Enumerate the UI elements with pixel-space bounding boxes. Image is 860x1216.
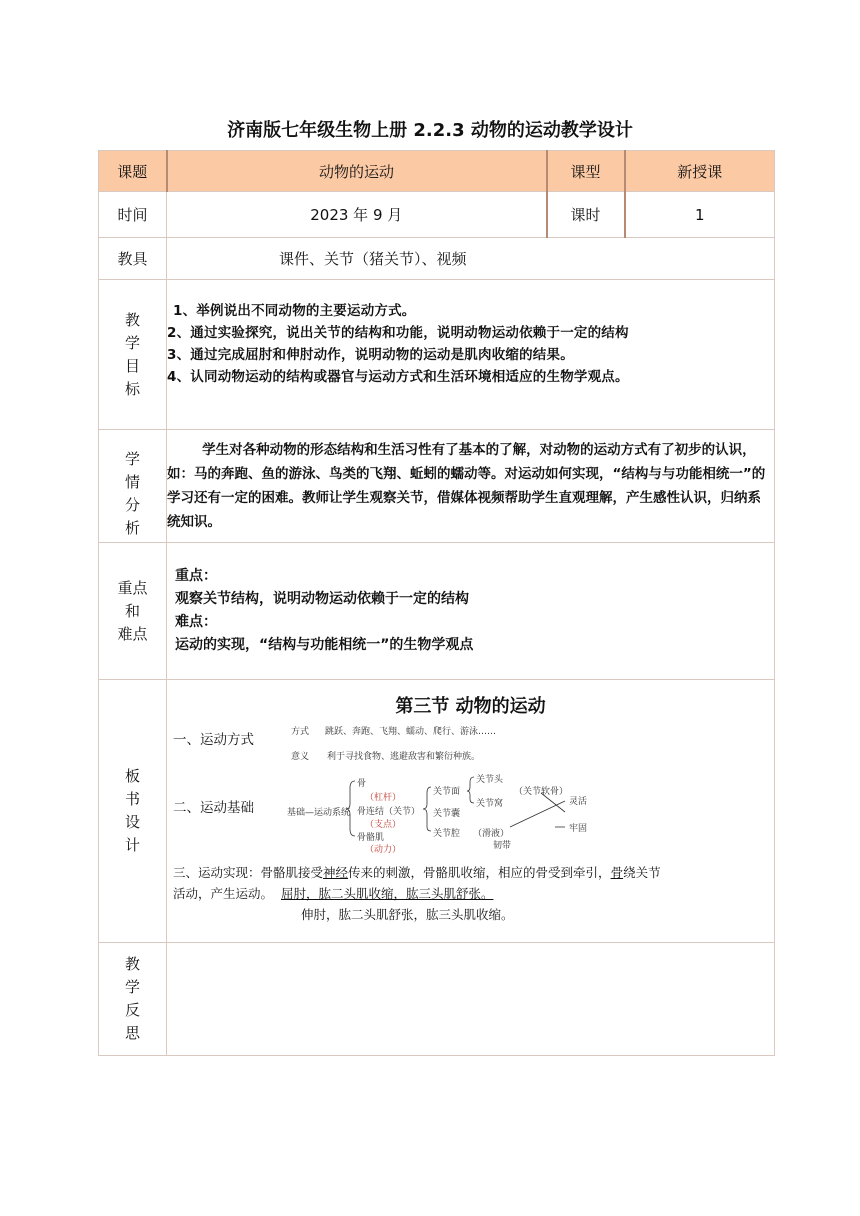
yiyi-key: 意义 — [291, 752, 310, 762]
topic-value: 动物的运动 — [167, 151, 547, 192]
diagram-jienang: 关节囊 — [433, 809, 461, 819]
diagram-muscle-role: （动力） — [365, 845, 402, 855]
row-topic — [99, 151, 775, 192]
type-label: 课型 — [547, 151, 625, 192]
diagram-joint: 骨连结（关节） — [357, 807, 421, 817]
analysis-label: 学 情 分 析 — [99, 430, 167, 543]
diagram-jiewo: 关节窝 — [476, 799, 504, 809]
diagram-root: 基础—运动系统 — [287, 808, 351, 818]
diagram-linghuo: 灵活 — [569, 797, 588, 807]
board-content — [167, 680, 775, 943]
type-value: 新授课 — [625, 151, 775, 192]
goal-item: 1、举例说出不同动物的主要运动方式。 — [173, 303, 416, 319]
diagram-muscle: 骨骼肌 — [357, 833, 385, 843]
row-board — [99, 680, 775, 943]
tools-value: 课件、关节（猪关节）、视频 — [167, 238, 775, 280]
diagram-ruangu: （关节软骨） — [514, 787, 569, 797]
reflection-label: 教 学 反 思 — [99, 943, 167, 1056]
diagram-jieqiang: 关节腔 — [433, 829, 461, 839]
keypoints-content: 重点： 观察关节结构，说明动物运动依赖于一定的结构 难点： 运动的实现，“结构与功能相统一”的生物学观点 — [167, 543, 775, 680]
board-label: 板 书 设 计 — [99, 680, 167, 943]
goals-content — [167, 280, 775, 430]
board-title: 第三节 动物的运动 — [395, 696, 546, 717]
goal-item: 2、通过实验探究，说出关节的结构和功能，说明动物运动依赖于一定的结构 — [167, 325, 629, 341]
board-part2: 二、运动基础 — [173, 800, 254, 816]
lesson-plan-table — [98, 150, 775, 1056]
time-label: 时间 — [99, 192, 167, 238]
diagram-rendai: 韧带 — [493, 841, 512, 851]
board-part1: 一、运动方式 — [173, 732, 254, 748]
row-keypoints — [99, 543, 775, 680]
yiyi-value: 利于寻找食物、逃避敌害和繁衍种族。 — [327, 752, 481, 762]
diagram-joint-role: （支点） — [365, 820, 402, 830]
tools-label: 教具 — [99, 238, 167, 280]
fangshi-key: 方式 — [291, 727, 310, 737]
diagram-jietou: 关节头 — [476, 775, 504, 785]
row-analysis — [99, 430, 775, 543]
time-value: 2023 年 9 月 — [167, 192, 547, 238]
diagram-jiemian: 关节面 — [433, 787, 461, 797]
period-label: 课时 — [547, 192, 625, 238]
diagram-laogu: 牢固 — [569, 824, 588, 834]
goals-label: 教 学 目 标 — [99, 280, 167, 430]
board-part3: 三、运动实现：骨骼肌接受神经传来的刺激，骨骼肌收缩，相应的骨受到牵引，骨绕关节 活动，产生运动。 屈肘，肱二头肌收缩，肱三头肌舒张。 伸肘，肱二头肌舒张，肱三头肌收缩。 — [173, 865, 661, 922]
diagram-bone: 骨 — [357, 779, 367, 789]
row-reflection — [99, 943, 775, 1056]
diagram-bone-role: （杠杆） — [365, 793, 402, 803]
row-tools — [99, 238, 775, 280]
document-title: 济南版七年级生物上册 2.2.3 动物的运动教学设计 — [227, 120, 633, 141]
analysis-text: 学生对各种动物的形态结构和生活习性有了基本的了解，对动物的运动方式有了初步的认识，如：马的奔跑、鱼的游泳、鸟类的飞翔、蚯蚓的蠕动等。对运动如何实现，“结构与与功能相统一”的学习还有一定的困难。教师让学生观察关节，借媒体视频帮助学生直观理解，产生感性认识，归纳系统知识。 — [167, 430, 775, 543]
diagram-huaye: （滑液） — [473, 829, 510, 839]
row-goals — [99, 280, 775, 430]
fangshi-value: 跳跃、奔跑、飞翔、蠕动、爬行、游泳…… — [325, 727, 497, 737]
goal-item: 4、认同动物运动的结构或器官与运动方式和生活环境相适应的生物学观点。 — [167, 369, 629, 385]
topic-label: 课题 — [99, 151, 167, 192]
period-value: 1 — [625, 192, 775, 238]
goal-item: 3、通过完成屈肘和伸肘动作，说明动物的运动是肌肉收缩的结果。 — [167, 347, 574, 363]
row-time — [99, 192, 775, 238]
keypoints-label: 重点 和 难点 — [99, 543, 167, 680]
reflection-content — [167, 943, 775, 1056]
